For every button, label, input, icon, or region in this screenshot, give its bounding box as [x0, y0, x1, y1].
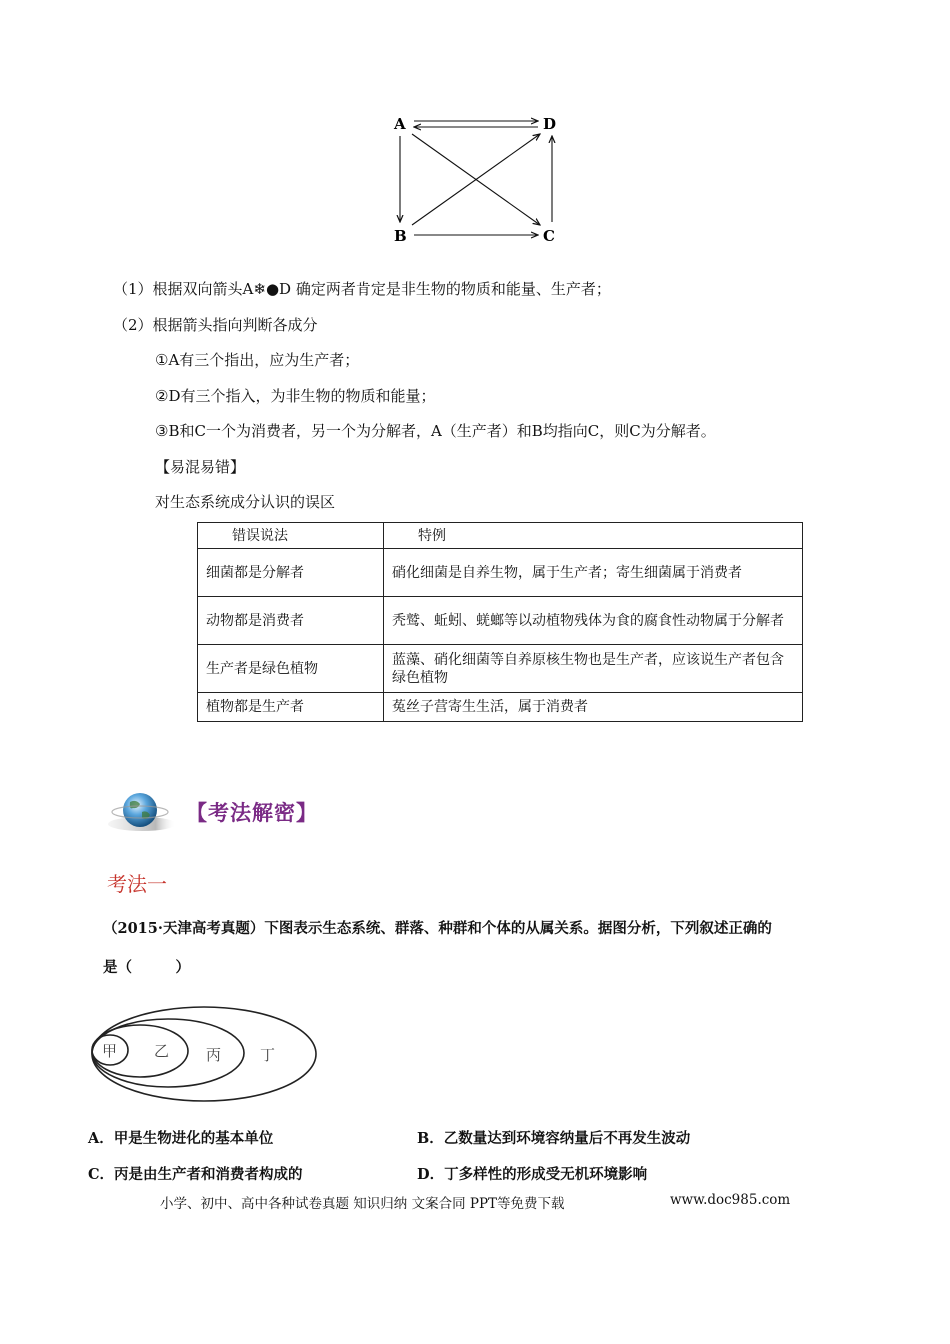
table-cell: 植物都是生产者: [198, 693, 384, 722]
option-c[interactable]: C．丙是由生产者和消费者构成的: [88, 1166, 303, 1183]
point-2c: ③B和C一个为消费者，另一个为分解者，A（生产者）和B均指向C，则C为分解者。: [155, 422, 716, 440]
footer-text: 小学、初中、高中各种试卷真题 知识归纳 文案合同 PPT等免费下载: [160, 1196, 565, 1212]
point-2a: ①A有三个指出，应为生产者；: [155, 351, 360, 369]
confusion-subtitle: 对生态系统成分认识的误区: [155, 493, 336, 511]
node-a: A: [394, 115, 406, 133]
node-c: C: [543, 227, 555, 245]
table-header: 错误说法: [198, 523, 384, 549]
option-a[interactable]: A．甲是生物进化的基本单位: [88, 1130, 274, 1147]
confusion-heading: 【易混易错】: [155, 458, 246, 476]
table-row: [198, 549, 803, 597]
table-cell: 生产者是绿色植物: [198, 645, 384, 693]
label-ding: 丁: [260, 1046, 276, 1064]
method-title: 考法一: [107, 872, 167, 896]
table-cell: 动物都是消费者: [198, 597, 384, 645]
point-2: （2）根据箭头指向判断各成分: [113, 316, 318, 334]
footer-url[interactable]: www.doc985.com: [670, 1192, 791, 1208]
section-title: 【考法解密】: [186, 801, 318, 825]
question-stem: （2015·天津高考真题）下图表示生态系统、群落、种群和个体的从属关系。据图分析，下列叙述正确的: [103, 920, 772, 937]
nested-ellipse-diagram: [88, 1003, 320, 1105]
option-d[interactable]: D．丁多样性的形成受无机环境影响: [417, 1166, 648, 1183]
misconception-table: [197, 522, 803, 722]
node-d: D: [543, 115, 557, 133]
point-1: （1）根据双向箭头A❄●D 确定两者肯定是非生物的物质和能量、生产者；: [113, 280, 611, 298]
ellipse-ding: [92, 1007, 316, 1101]
table-cell: 蓝藻、硝化细菌等自养原核生物也是生产者，应该说生产者包含绿色植物: [384, 645, 803, 693]
label-yi: 乙: [154, 1042, 170, 1060]
table-cell: 细菌都是分解者: [198, 549, 384, 597]
table-row: [198, 693, 803, 722]
table-cell: 秃鹫、蚯蚓、蜣螂等以动植物残体为食的腐食性动物属于分解者: [384, 597, 803, 645]
question-stem-continued: 是（ ）: [103, 959, 190, 976]
table-row: [198, 597, 803, 645]
table-cell: 硝化细菌是自养生物，属于生产者；寄生细菌属于消费者: [384, 549, 803, 597]
label-jia: 甲: [102, 1042, 118, 1060]
globe-icon: [106, 790, 186, 834]
ecosystem-flow-diagram: [388, 110, 568, 250]
label-bing: 丙: [206, 1046, 222, 1064]
option-b[interactable]: B．乙数量达到环境容纳量后不再发生波动: [417, 1130, 691, 1147]
table-header-row: [198, 523, 803, 549]
node-b: B: [394, 227, 407, 245]
point-2b: ②D有三个指入，为非生物的物质和能量；: [155, 387, 436, 405]
table-cell: 菟丝子营寄生生活，属于消费者: [384, 693, 803, 722]
table-row: [198, 645, 803, 693]
table-header: 特例: [384, 523, 803, 549]
